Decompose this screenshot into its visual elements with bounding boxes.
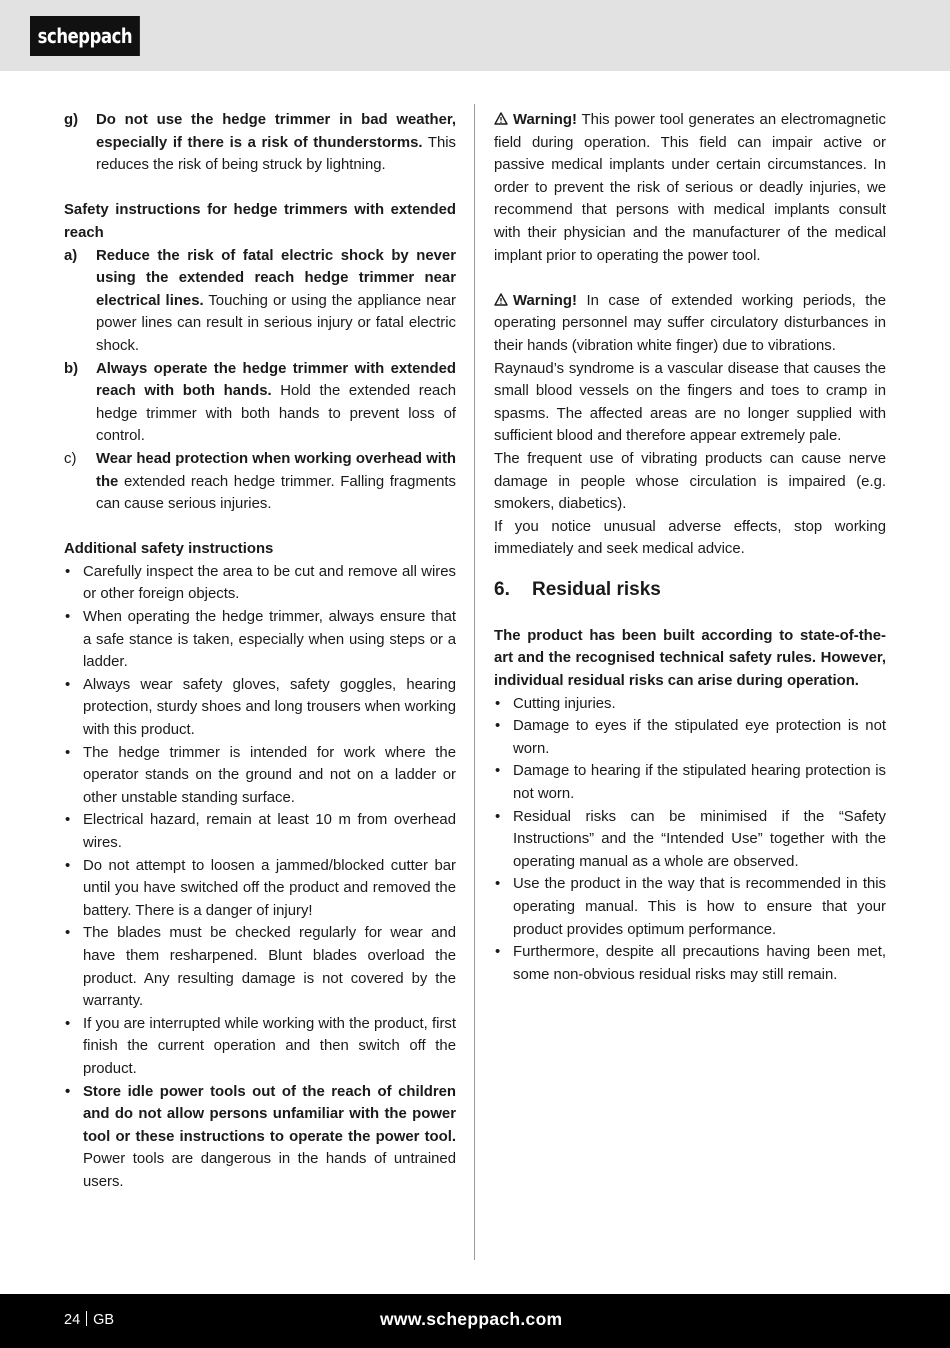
list-item-text: Damage to eyes if the stipulated eye protection is not worn.	[513, 718, 886, 757]
warning-vibration	[494, 290, 886, 358]
bullet-marker: •	[65, 744, 71, 761]
item-b	[64, 358, 456, 448]
separator	[86, 1311, 87, 1326]
bullet-marker: •	[65, 563, 71, 580]
warning-label: Warning!	[513, 292, 577, 309]
list-item	[64, 606, 456, 674]
item-text: extended reach hedge trimmer. Falling fragments can cause serious injuries.	[96, 473, 456, 513]
list-item	[494, 760, 886, 805]
website-url[interactable]: www.scheppach.com	[380, 1309, 563, 1329]
list-item-text: If you are interrupted while working with the product, first finish the current operation and then switch off the product.	[83, 1015, 456, 1077]
list-item	[64, 922, 456, 1012]
scheppach-logo: scheppach	[30, 16, 140, 56]
list-item-text: Furthermore, despite all precautions having been met, some non-obvious residual risks may still remain.	[513, 944, 886, 983]
list-item	[494, 941, 886, 986]
left-column	[64, 109, 456, 1194]
page-footer	[0, 1294, 950, 1348]
list-item	[64, 561, 456, 606]
warning-text: In case of extended working periods, the operating personnel may suffer circulatory disturbances in their hands (vibration white finger) due to vibrations.	[494, 292, 886, 354]
list-item	[64, 742, 456, 810]
paragraph: If you notice unusual adverse effects, stop working immediately and seek medical advice.	[494, 518, 886, 558]
list-item-text: Use the product in the way that is recommended in this operating manual. This is how to ensure that your product provides optimum performance.	[513, 876, 886, 938]
list-item	[64, 809, 456, 854]
warning-triangle-icon	[494, 112, 508, 125]
item-body	[96, 358, 456, 448]
section-title	[494, 577, 886, 603]
list-item-text: Damage to hearing if the stipulated hearing protection is not worn.	[513, 763, 886, 803]
bullet-marker: •	[495, 695, 501, 712]
section-number: 6.	[494, 578, 510, 600]
item-a	[64, 245, 456, 358]
paragraph: The frequent use of vibrating products can cause nerve damage in people whose circulation is impaired (e.g. smokers, diabetics).	[494, 450, 886, 513]
item-body	[96, 109, 456, 177]
list-item	[494, 693, 886, 716]
item-marker: c)	[64, 450, 77, 467]
item-text: Hold the extended reach hedge trimmer with both hands to prevent loss of control.	[96, 383, 456, 445]
item-bold-text: Wear head protection when working overhead with the	[96, 450, 456, 490]
item-g	[64, 109, 456, 177]
item-bold-text: Do not use the hedge trimmer in bad weather, especially if there is a risk of thunderstorms.	[96, 112, 456, 151]
item-body	[96, 245, 456, 358]
list-item	[64, 1081, 456, 1194]
extended-reach-heading: Safety instructions for hedge trimmers with extended reach	[64, 202, 456, 241]
list-item	[494, 715, 886, 760]
bullet-marker: •	[65, 925, 71, 942]
right-column	[494, 109, 886, 986]
item-marker: a)	[64, 247, 78, 264]
item-marker: b)	[64, 360, 79, 377]
warning-triangle-icon	[494, 293, 508, 306]
list-item	[64, 674, 456, 742]
list-item	[494, 806, 886, 874]
section-heading: Residual risks	[532, 578, 661, 600]
list-item-text	[83, 1081, 456, 1194]
list-item	[64, 855, 456, 923]
bullet-marker: •	[495, 718, 501, 735]
bullet-marker: •	[65, 857, 71, 874]
list-item-text: The blades must be checked regularly for wear and have them resharpened. Blunt blades overload the product. Any resulting damage is not covered by the warranty.	[83, 925, 456, 1010]
list-item-text: Cutting injuries.	[513, 695, 616, 712]
item-body	[96, 448, 456, 516]
list-item	[64, 1013, 456, 1081]
item-c	[64, 448, 456, 516]
item-marker: g)	[64, 112, 79, 128]
list-item-text: Residual risks can be minimised if the “Safety Instructions” and the “Intended Use” together with the operating manual as a whole are observed.	[513, 808, 886, 870]
list-item-text: The hedge trimmer is intended for work where the operator stands on the ground and not on a ladder or other unstable standing surface.	[83, 744, 456, 806]
warning-emf	[494, 109, 886, 267]
list-item-text: Electrical hazard, remain at least 10 m from overhead wires.	[83, 812, 456, 851]
list-item-text: Carefully inspect the area to be cut and remove all wires or other foreign objects.	[83, 563, 456, 603]
page-number	[64, 1310, 114, 1330]
bullet-marker: •	[65, 1015, 71, 1032]
language-code: GB	[93, 1312, 115, 1328]
residual-intro: The product has been built according to state-of-the-art and the recognised technical safety rules. However, individual residual risks can arise during operation.	[494, 627, 886, 690]
page-number-value: 24	[64, 1312, 81, 1328]
item-text: This reduces the risk of being struck by lightning.	[96, 134, 456, 174]
page-header	[0, 0, 950, 71]
item-text: Touching or using the appliance near power lines can result in serious injury or fatal electric shock.	[96, 292, 456, 354]
bullet-marker: •	[65, 812, 71, 829]
bullet-marker: •	[495, 876, 501, 893]
warning-label: Warning!	[513, 112, 577, 128]
item-bold-text: Reduce the risk of fatal electric shock by never using the extended reach hedge trimmer near electrical lines.	[96, 247, 456, 309]
item-bold-text: Always operate the hedge trimmer with extended reach with both hands.	[96, 360, 456, 400]
list-item-text: Do not attempt to loosen a jammed/blocked cutter bar until you have switched off the product and removed the battery. There is a danger of injury!	[83, 857, 456, 919]
bullet-marker: •	[495, 763, 501, 780]
bullet-marker: •	[65, 676, 71, 693]
list-item	[494, 873, 886, 941]
list-item-text: When operating the hedge trimmer, always ensure that a safe stance is taken, especially when using steps or a ladder.	[83, 609, 456, 671]
warning-text: This power tool generates an electromagnetic field during operation. This field can impair active or passive medical implants under certain circumstances. In order to prevent the risk of serious or deadly injuries, we recommend that persons with medical implants consult with their physician and the manufacturer of the medical implant prior to operating the power tool.	[494, 112, 886, 264]
column-divider	[474, 104, 475, 1260]
bullet-marker: •	[65, 1083, 71, 1100]
list-item-text: Always wear safety gloves, safety goggles, hearing protection, sturdy shoes and long trousers when working with this product.	[83, 676, 456, 739]
item-text: Power tools are dangerous in the hands of untrained users.	[83, 1151, 456, 1190]
bullet-marker: •	[495, 944, 501, 961]
paragraph: Raynaud’s syndrome is a vascular disease that causes the small blood vessels on the fingers and toes to cramp in spasms. The affected areas are no longer supplied with sufficient blood and therefore appear extremely pale.	[494, 360, 886, 445]
item-bold-text: Store idle power tools out of the reach of children and do not allow persons unfamiliar with the power tool or these instructions to operate the power tool.	[83, 1083, 456, 1145]
additional-safety-heading: Additional safety instructions	[64, 541, 274, 558]
bullet-marker: •	[65, 609, 71, 626]
bullet-marker: •	[495, 808, 501, 825]
